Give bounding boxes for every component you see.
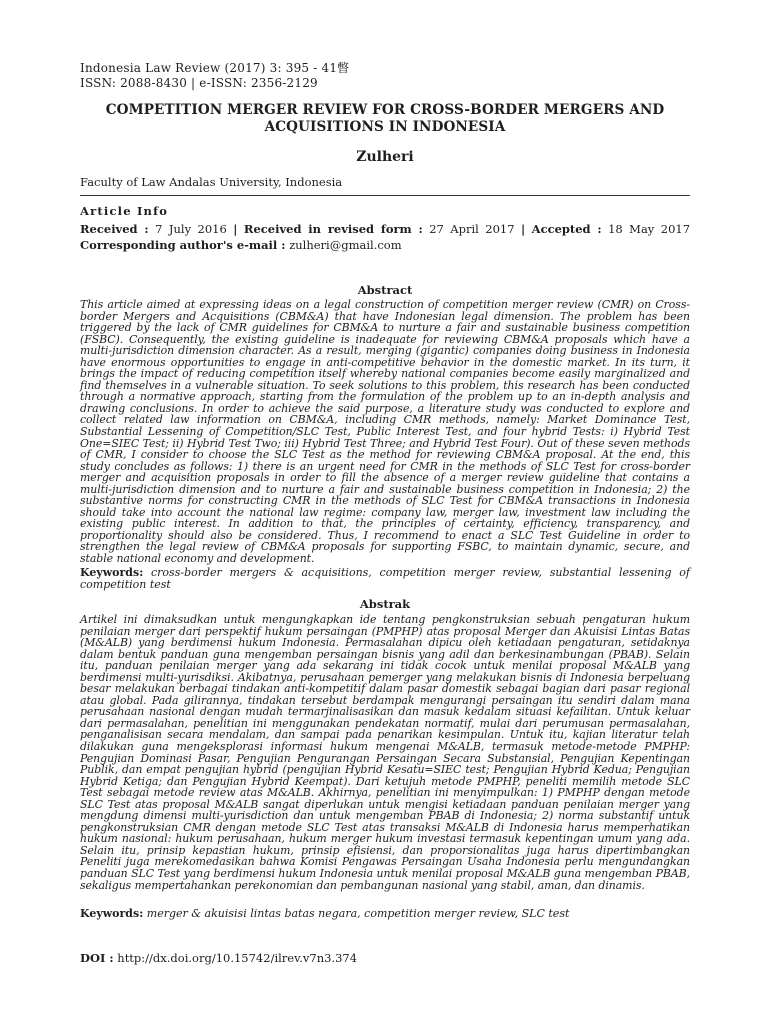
abstrak-keywords <box>80 907 690 920</box>
date-separator: | <box>233 222 238 236</box>
date-separator: | <box>521 222 526 236</box>
doi-link[interactable]: http://dx.doi.org/10.15742/ilrev.v7n3.374 <box>117 951 358 965</box>
received-label: Received : <box>80 222 149 236</box>
abstract-keywords <box>80 567 690 590</box>
revised-label: Received in revised form : <box>243 222 423 236</box>
journal-citation: Indonesia Law Review (2017) 3: 395 - 41暼 <box>80 61 350 75</box>
divider <box>80 195 690 196</box>
author-name: Zulheri <box>356 149 414 165</box>
corresponding-label: Corresponding author's e-mail : <box>80 238 286 252</box>
revised-date: 27 April 2017 <box>429 222 515 236</box>
keywords-list: cross-border mergers & acquisitions, competition merger review, substantial lessening of competition test <box>80 566 690 591</box>
doi-line <box>80 951 357 965</box>
abstrak-heading: Abstrak <box>359 597 411 611</box>
abstract-heading: Abstract <box>357 283 413 297</box>
accepted-label: Accepted : <box>531 222 602 236</box>
keywords-label: Keywords: <box>80 907 144 920</box>
keywords-list: merger & akuisisi lintas batas negara, competition merger review, SLC test <box>146 907 570 920</box>
corresponding-email[interactable]: zulheri@gmail.com <box>289 238 402 252</box>
article-title: COMPETITION MERGER REVIEW FOR CROSS-BORDER MERGERS AND ACQUISITIONS IN INDONESIA <box>105 102 665 135</box>
doi-label: DOI : <box>80 951 114 965</box>
keywords-label: Keywords: <box>80 566 144 579</box>
article-dates <box>80 222 690 237</box>
author-affiliation: Faculty of Law Andalas University, Indonesia <box>80 175 343 189</box>
received-date: 7 July 2016 <box>155 222 227 236</box>
accepted-date: 18 May 2017 <box>608 222 691 236</box>
issn-line: ISSN: 2088-8430 | e-ISSN: 2356-2129 <box>80 76 318 90</box>
corresponding-author <box>80 238 402 253</box>
abstract-body: This article aimed at expressing ideas on a legal construction of competition merger review (CMR) on Cross-border Mergers and Acquisitions (CBM&A) that have Indonesian legal dimension. The problem has been triggered by the lack of CMR guidelines for CBM&A to nurture a fair and sustainable business competition (FSBC). Consequently, the existing guideline is inadequate for reviewing CBM&A proposals which have a multi-jurisdiction dimension character. As a result, merging (gigantic) companies doing business in Indonesia have enormous opportunities to engage in anti-competitive behavior in the domestic market. In its turn, it brings the impact of reducing competition itself whereby national companies become easily marginalized and find themselves in a vulnerable situation. To seek solutions to this problem, this research has been conducted through a normative approach, starting from the formulation of the problem up to an in-depth analysis and drawing conclusions. In order to achieve the said purpose, a literature study was conducted to explore and collect related law information on CBM&A, including CMR methods, namely: Market Dominance Test, Substantial Lessening of Competition/SLC Test, Public Interest Test, and four hybrid Tests: i) Hybrid Test One=SIEC Test; ii) Hybrid Test Two; iii) Hybrid Test Three; and Hybrid Test Four). Out of these seven methods of CMR, I consider to choose the SLC Test as the method for reviewing CBM&A proposal. At the end, this study concludes as follows: 1) there is an urgent need for CMR in the methods of SLC Test for cross-border merger and acquisition proposals in order to fill the absence of a merger review guideline that contains a multi-jurisdiction dimension and to nurture a fair and sustainable business competition in Indonesia; 2) the substantive norms for constructing CMR in the methods of SLC Test for CBM&A transactions in Indonesia should take into account the national law regime: company law, merger law, investment law including the existing public interest. In addition to that, the principles of certainty, efficiency, transparency, and proportionality should also be considered. Thus, I recommend to enact a SLC Test Guideline in order to strengthen the legal review of CBM&A proposals for supporting FSBC, to maintain dynamic, secure, and stable national economy and development. <box>80 298 690 566</box>
article-info-heading: Article Info <box>80 204 169 218</box>
abstrak-body: Artikel ini dimaksudkan untuk mengungkapkan ide tentang pengkonstruksian sebuah pengaturan hukum penilaian merger dari perspektif hukum persaingan (PMPHP) atas proposal Merger dan Akuisisi Lintas Batas (M&ALB) yang berdimensi hukum Indonesia. Permasalahan dipicu oleh ketiadaan pengaturan, setidaknya dalam bentuk panduan guna mengemban persaingan bisnis yang adil dan berkesinambungan (PBAB). Selain itu, panduan penilaian merger yang ada sekarang ini tidak cocok untuk menilai proposal M&ALB yang berdimensi multi-yurisdiksi. Akibatnya, perusahaan pemerger yang melakukan bisnis di Indonesia berpeluang besar melakukan berbagai tindakan anti-kompetitif dalam pasar domestik sebagai bagian dari pasar regional atau global. Pada gilirannya, tindakan tersebut berdampak mengurangi persaingan itu sendiri dalam mana perusahaan nasional dengan mudah termarjinalisasikan dan masuk kedalam situasi kefailitan. Untuk keluar dari permasalahan, penelitian ini menggunakan pendekatan normatif, mulai dari perumusan permasalahan, penganalisisan secara mendalam, dan sampai pada penarikan kesimpulan. Untuk itu, kajian literatur telah dilakukan guna mengeksplorasi informasi hukum mengenai M&ALB, termasuk metode-metode PMPHP: Pengujian Dominasi Pasar, Pengujian Pengurangan Persaingan Secara Substansial, Pengujian Kepentingan Publik, dan empat pengujian hybrid (pengujian Hybrid Kesatu=SIEC test; Pengujian Hybrid Kedua; Pengujian Hybrid Ketiga; dan Pengujian Hybrid Keempat). Dari ketujuh metode PMPHP, peneliti memilih metode SLC Test sebagai metode review atas M&ALB. Akhirnya, penelitian ini menyimpulkan: 1) PMPHP dengan metode SLC Test atas proposal M&ALB sangat diperlukan untuk mengisi ketiadaan panduan penilaian merger yang mengdung dimensi multi-yurisdiction dan untuk mengemban PBAB di Indonesia; 2) norma substantif untuk pengkonstruksian CMR dengan metode SLC Test atas transaksi M&ALB di Indonesia harus memperhatikan hukum nasional: hukum perusahaan, hukum merger hukum investasi termasuk kepentingan umum yang ada. Selain itu, prinsip kepastian hukum, prinsip efisiensi, dan proporsionalitas juga harus dipertimbangkan Peneliti juga merekomedasikan bahwa Komisi Pengawas Persaingan Usaha Indonesia perlu mengundangkan panduan SLC Test yang berdimensi hukum Indonesia untuk menilai proposal M&ALB guna mengemban PBAB, sekaligus mempertahankan perekonomian dan pembangunan nasional yang stabil, aman, dan dinamis. <box>80 613 690 892</box>
